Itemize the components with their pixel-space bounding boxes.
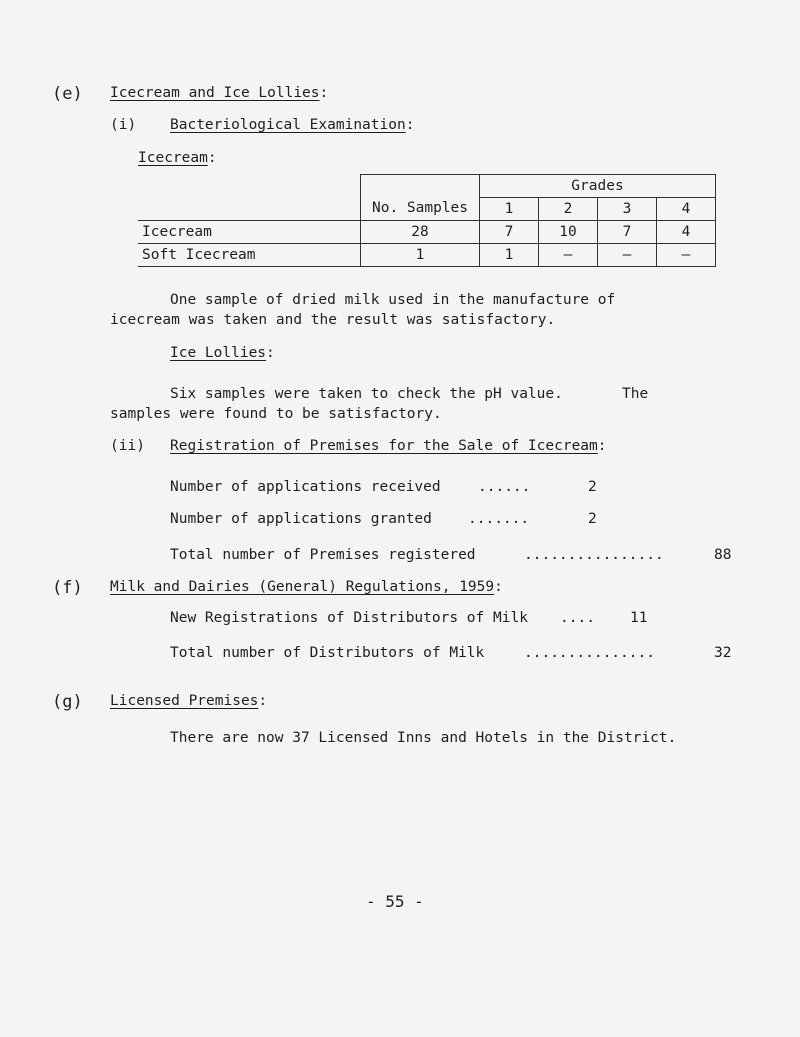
table-corner [138,175,361,198]
grade-label-3: 3 [598,198,657,221]
lollies-heading [170,345,275,361]
grade-label-4: 4 [657,198,716,221]
row-icecream-samples: 28 [361,221,480,244]
grade-label-2: 2 [539,198,598,221]
row-soft-grade-2: – [539,244,598,267]
section-g-title: Licensed Premises [110,693,259,709]
row-icecream-grade-4: 4 [657,221,716,244]
new-registrations-value: 11 [630,610,648,626]
subsection-i-title: Bacteriological Examination [170,117,406,133]
section-f-title: Milk and Dairies (General) Regulations, 1959 [110,579,495,595]
page-number: - 55 - [366,892,424,911]
applications-received-dots: ...... [478,479,531,495]
licensed-premises-text: There are now 37 Licensed Inns and Hotels in the District. [170,730,677,746]
row-label-icecream: Icecream [138,221,361,244]
dried-milk-line-1: One sample of dried milk used in the manufacture of [170,292,616,308]
section-g-heading [110,693,267,709]
icecream-heading-text: Icecream [138,150,208,166]
subsection-ii-heading [170,438,607,454]
premises-total-dots: ................ [524,547,664,563]
row-soft-samples: 1 [361,244,480,267]
total-distributors-value: 32 [714,645,732,661]
new-registrations-label: New Registrations of Distributors of Milk [170,610,528,626]
section-e-heading [110,85,328,101]
lollies-heading-colon: : [266,345,275,361]
subsection-ii-colon: : [597,438,607,454]
lollies-line-2: samples were found to be satisfactory. [110,406,442,422]
subsection-ii-numeral: (ii) [110,438,145,454]
applications-received-value: 2 [588,479,597,495]
subsection-i-heading [170,117,414,133]
table-row [138,244,716,267]
row-soft-grade-1: 1 [480,244,539,267]
premises-total-value: 88 [714,547,732,563]
section-f-heading [110,579,503,595]
section-g-letter: (g) [52,692,83,712]
total-distributors-label: Total number of Distributors of Milk [170,645,485,661]
total-distributors-dots: ............... [524,645,655,661]
grades-table [138,174,716,267]
col-header-grades: Grades [480,175,716,198]
subsection-ii-title: Registration of Premises for the Sale of Icecream [170,438,598,454]
row-icecream-grade-3: 7 [598,221,657,244]
applications-granted-value: 2 [588,511,597,527]
section-e-colon: : [319,85,329,101]
row-icecream-grade-1: 7 [480,221,539,244]
section-f-colon: : [494,579,503,595]
row-label-soft-icecream: Soft Icecream [138,244,361,267]
lollies-heading-text: Ice Lollies [170,345,267,361]
table-spacer [138,198,361,221]
subsection-i-numeral: (i) [110,117,137,133]
col-header-samples: No. Samples [361,175,480,221]
lollies-line-1: Six samples were taken to check the pH value. [170,386,563,402]
section-g-colon: : [258,693,268,709]
subsection-i-colon: : [405,117,415,133]
applications-granted-dots: ....... [468,511,530,527]
dried-milk-line-2: icecream was taken and the result was satisfactory. [110,312,556,328]
section-e-letter: (e) [52,84,83,104]
icecream-heading-colon: : [207,150,217,166]
lollies-line-1b: The [622,386,649,402]
row-soft-grade-4: – [657,244,716,267]
row-icecream-grade-2: 10 [539,221,598,244]
grade-label-1: 1 [480,198,539,221]
row-soft-grade-3: – [598,244,657,267]
premises-total-label: Total number of Premises registered [170,547,476,563]
section-f-letter: (f) [52,578,83,598]
table-row [138,221,716,244]
new-registrations-dots: .... [560,610,595,626]
icecream-heading [138,150,217,166]
section-e-title: Icecream and Ice Lollies [110,85,320,101]
applications-granted-label: Number of applications granted [170,511,432,527]
applications-received-label: Number of applications received [170,479,441,495]
